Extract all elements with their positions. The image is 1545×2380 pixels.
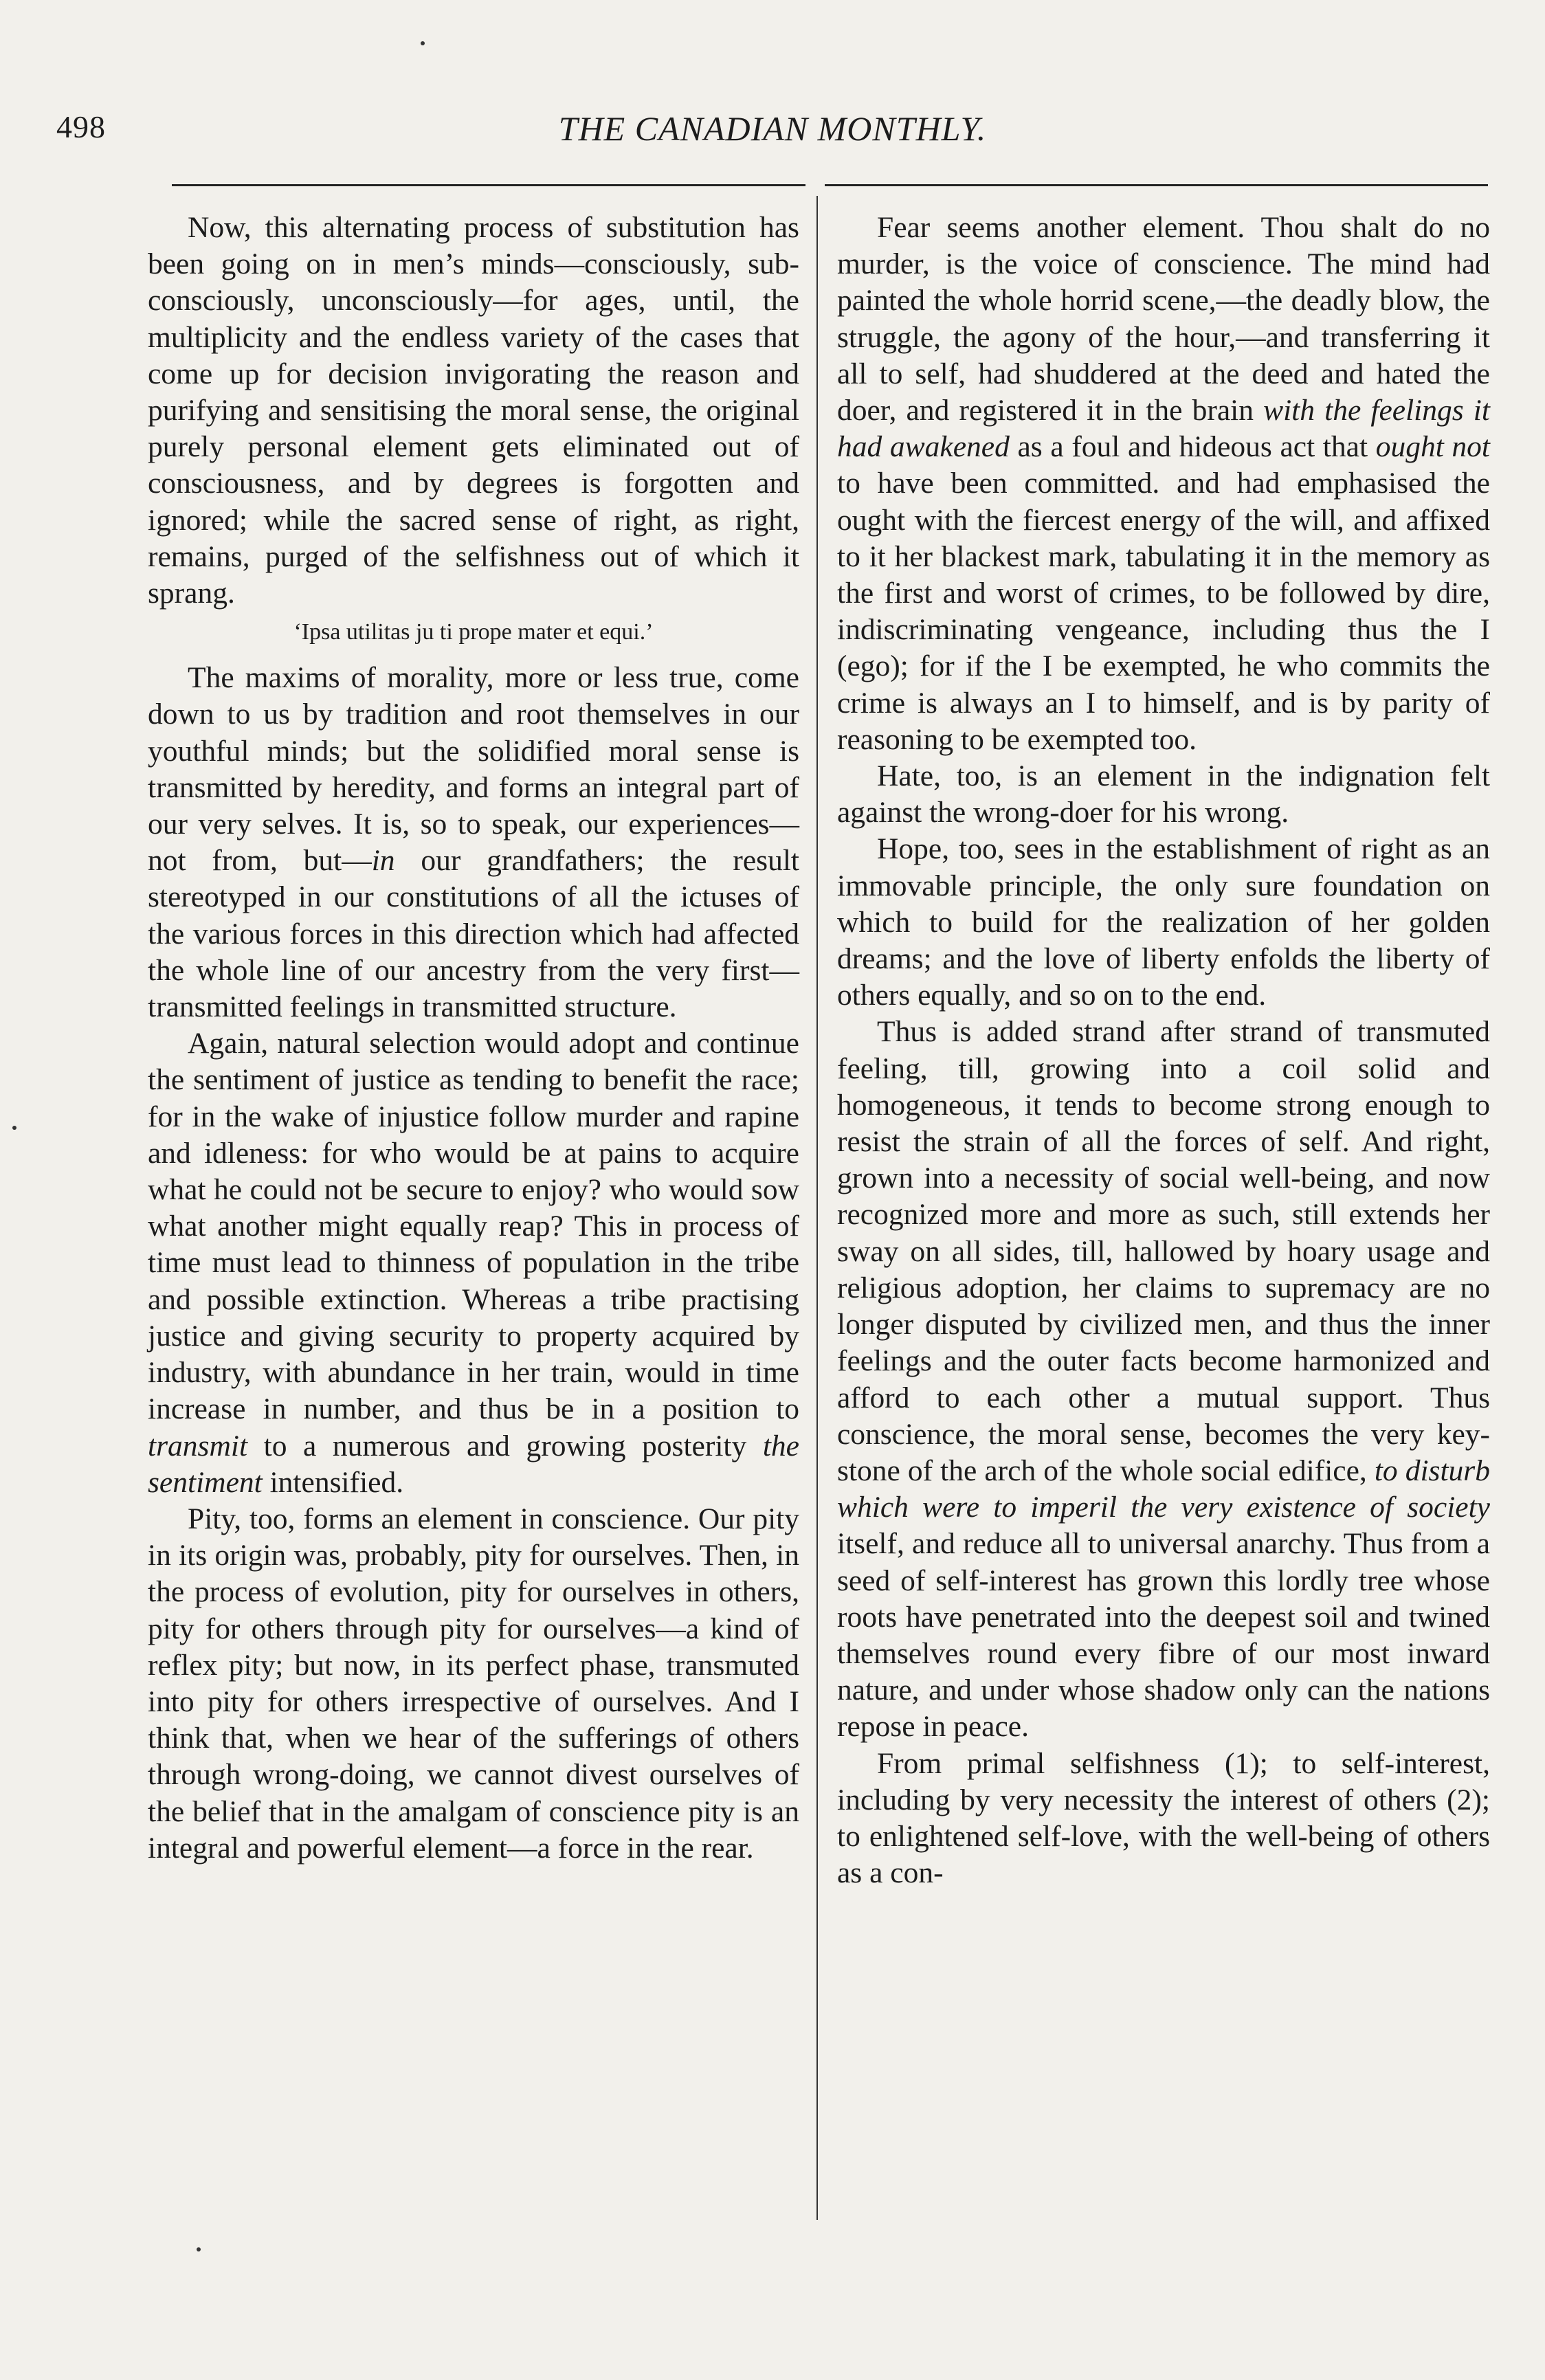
latin-quote: ‘Ipsa utilitas ju ti prope mater et equi.’ <box>293 619 654 645</box>
running-title: THE CANADIAN MONTHLY. <box>558 109 987 148</box>
print-speck <box>12 1126 16 1130</box>
header-rule-right <box>825 184 1488 186</box>
paragraph: Now, this alternating process of substitution has been going on in men’s minds—consciously, sub-consciously, unconsciously—for ages, until, the multiplicity and the endless variety of the cases that come up for decision invigorating the reason and purifying and sensitising the moral sense, the original purely personal element gets eliminated out of consciousness, and by degrees is forgotten and ignored; while the sacred sense of right, as right, remains, purged of the selfishness out of which it sprang. <box>148 211 799 610</box>
right-column <box>837 210 1490 1891</box>
column-divider <box>816 196 818 2220</box>
paragraph: Thus is added strand after strand of transmuted feeling, till, growing into a coil solid and homogeneous, it tends to become strong enough to resist the strain of all the forces of self. And right, grown into a necessity of social well-being, and now recognized more and more as such, still extends her sway on all sides, till, hallowed by hoary usage and religious adoption, her claims to supremacy are no longer disputed by civilized men, and thus the inner feelings and the outer facts become harmonized and afford to each other a mutual support. Thus conscience, the moral sense, becomes the very key-stone of the arch of the whole social edifice, to disturb which were to imperil the very existence of society itself, and reduce all to universal anarchy. Thus from a seed of self-interest has grown this lordly tree whose roots have penetrated into the deepest soil and twined themselves round every fibre of our most inward nature, and under whose shadow only can the nations repose in peace. <box>837 1015 1490 1744</box>
left-column <box>148 210 799 1867</box>
paragraph: Pity, too, forms an element in conscience. Our pity in its origin was, probably, pity for ourselves. Then, in the process of evolution, pity for ourselves in others, pity for others through pity for ourselves—a kind of reflex pity; but now, in its perfect phase, transmuted into pity for others irrespective of ourselves. And I think that, when we hear of the sufferings of others through wrong-doing, we cannot divest ourselves of the belief that in the amalgam of conscience pity is an integral and powerful element—a force in the rear. <box>148 1502 799 1865</box>
paragraph: Again, natural selection would adopt and continue the sentiment of justice as tending to benefit the race; for in the wake of injustice follow murder and rapine and idleness: for who would be at pains to acquire what he could not be secure to enjoy? who would sow what another might equally reap? This in process of time must lead to thinness of population in the tribe and possible extinction. Whereas a tribe practising justice and giving security to property acquired by industry, with abundance in her train, would in time increase in number, and thus be in a position to transmit to a numerous and growing posterity the sentiment intensified. <box>148 1027 799 1499</box>
print-speck <box>421 41 425 45</box>
paragraph: Hate, too, is an element in the indignation felt against the wrong-doer for his wrong. <box>837 759 1490 830</box>
page-number: 498 <box>56 109 106 144</box>
paragraph: Fear seems another element. Thou shalt do no murder, is the voice of conscience. The mind had painted the whole horrid scene,—the deadly blow, the struggle, the agony of the hour,—and transferring it all to self, had shuddered at the deed and hated the doer, and registered it in the brain with the feelings it had awakened as a foul and hideous act that ought not to have been committed. and had emphasised the ought with the fiercest energy of the will, and affixed to it her blackest mark, tabulating it in the memory as the first and worst of crimes, to be followed by dire, indiscriminating vengeance, including thus the I (ego); for if the I be exempted, he who commits the crime is always an I to himself, and is by parity of reasoning to be exempted too. <box>837 211 1491 756</box>
paragraph: The maxims of morality, more or less true, come down to us by tradition and root themselves in our youthful minds; but the solidified moral sense is transmitted by heredity, and forms an integral part of our very selves. It is, so to speak, our experiences—not from, but—in our grandfathers; the result stereotyped in our constitutions of all the ictuses of the various forces in this direction which had affected the whole line of our ancestry from the very first—transmitted feelings in transmitted structure. <box>148 661 799 1024</box>
header-rule-left <box>172 184 805 186</box>
print-speck <box>197 2247 201 2251</box>
paragraph: From primal selfishness (1); to self-interest, including by very necessity the interest of others (2); to enlightened self-love, with the well-being of others as a con- <box>837 1746 1490 1890</box>
paragraph: Hope, too, sees in the establishment of right as an immovable principle, the only sure foundation on which to build for the realization of her golden dreams; and the love of liberty enfolds the liberty of others equally, and so on to the end. <box>837 832 1490 1012</box>
